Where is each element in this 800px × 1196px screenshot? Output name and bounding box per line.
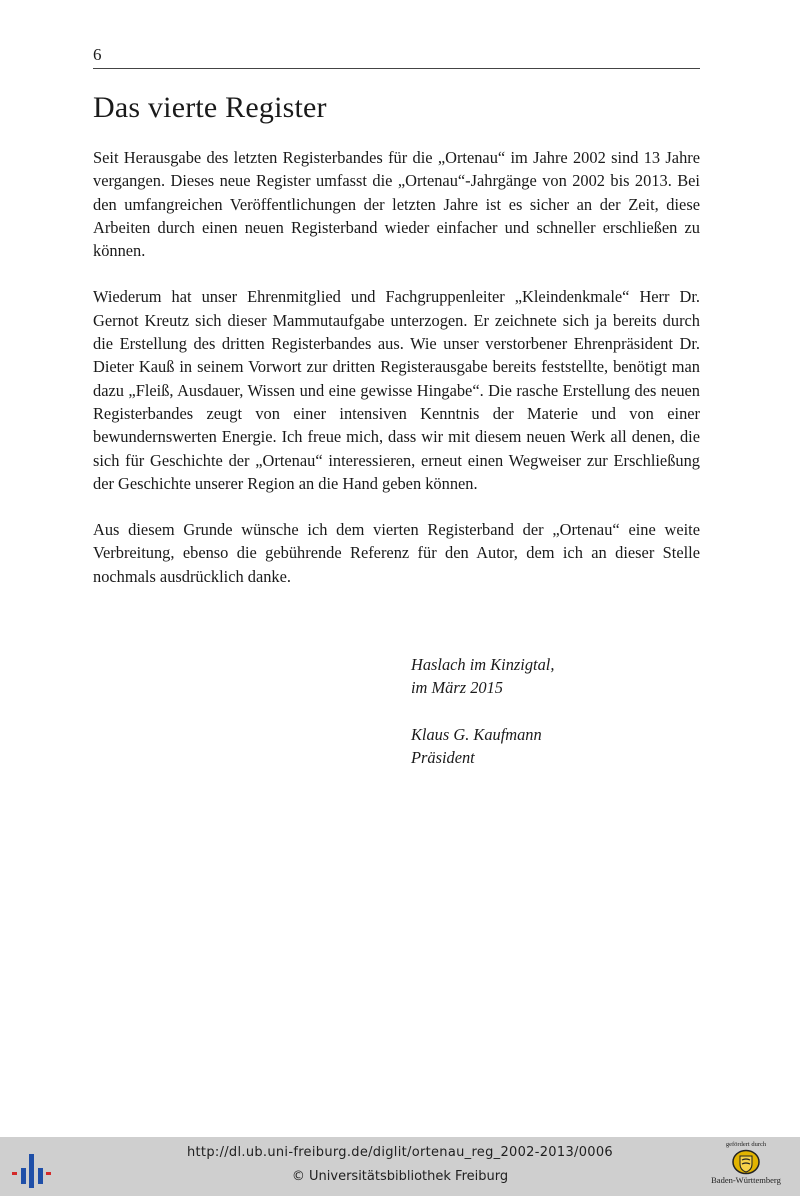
signature-role: Präsident bbox=[411, 748, 475, 767]
signature-place: Haslach im Kinzigtal, bbox=[411, 655, 555, 674]
signature-place-date bbox=[411, 653, 554, 699]
baden-wuerttemberg-logo bbox=[700, 1141, 792, 1195]
footer-url[interactable]: http://dl.ub.uni-freiburg.de/diglit/ortenau_reg_2002-2013/0006 bbox=[187, 1145, 613, 1160]
paragraph-1: Seit Herausgabe des letzten Registerbandes für die „Ortenau“ im Jahre 2002 sind 13 Jahre vergangen. Dieses neue Register umfasst die „Ortenau“-Jahrgänge von 2002 bis 2013. Bei den umfangreichen Veröffentlichungen der letzten Jahre ist es sicher an der Zeit, diese Arbeiten durch einen neuen Registerband wieder einfacher und schneller erschließen zu können. bbox=[93, 148, 700, 261]
page-number: 6 bbox=[93, 45, 102, 64]
paragraph-2: Wiederum hat unser Ehrenmitglied und Fachgruppenleiter „Kleindenkmale“ Herr Dr. Gernot Kreutz sich dieser Mammutaufgabe unterzogen. Er zeichnete sich ja bereits durch die Erstellung des dritten Registerbandes aus. Wie unser verstorbener Ehrenpräsident Dr. Dieter Kauß in seinem Vorwort zur dritten Registerausgabe bereits feststellte, benötigt man dazu „Fleiß, Ausdauer, Wissen und eine gewisse Hingabe“. Die rasche Erstellung des neuen Registerbandes zeugt von einer intensiven Kenntnis der Materie und von einer bewundernswerten Energie. Ich freue mich, dass wir mit diesem neuen Werk all denen, die sich für Geschichte der „Ortenau“ interessieren, erneut einen Wegweiser zur Erschließung der Geschichte unserer Region an die Hand geben können. bbox=[93, 287, 700, 493]
signature-name: Klaus G. Kaufmann bbox=[411, 725, 542, 744]
body-text bbox=[93, 146, 700, 611]
state-seal-icon bbox=[731, 1149, 761, 1175]
signature-block bbox=[411, 653, 554, 793]
footer-bar bbox=[0, 1137, 800, 1196]
paragraph-3: Aus diesem Grunde wünsche ich dem vierten Registerband der „Ortenau“ eine weite Verbreitung, ebenso die gebührende Referenz für den Autor, dem ich an dieser Stelle nochmals ausdrücklich danke. bbox=[93, 520, 700, 586]
signature-author bbox=[411, 723, 554, 769]
sponsor-label: gefördert durch bbox=[725, 1141, 767, 1148]
page-title: Das vierte Register bbox=[93, 91, 327, 124]
footer-copyright: © Universitätsbibliothek Freiburg bbox=[291, 1169, 509, 1184]
sponsor-state: Baden-Württemberg bbox=[711, 1175, 781, 1185]
header-rule bbox=[93, 68, 700, 69]
signature-date: im März 2015 bbox=[411, 678, 503, 697]
